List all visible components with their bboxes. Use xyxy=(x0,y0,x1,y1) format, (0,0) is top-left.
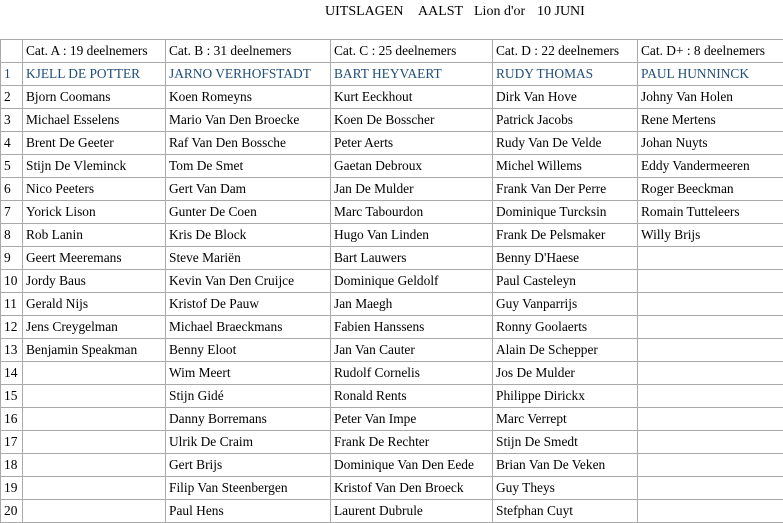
rider-name-cell xyxy=(638,500,783,523)
rider-name-cell: Ronny Goolaerts xyxy=(493,316,638,339)
rider-name-cell xyxy=(23,454,166,477)
rider-name-cell: Gaetan Debroux xyxy=(331,155,493,178)
rider-name-cell: Dominique Geldolf xyxy=(331,270,493,293)
table-row xyxy=(1,293,783,316)
rider-name-cell: Rudy Van De Velde xyxy=(493,132,638,155)
rank-cell: 19 xyxy=(1,477,23,500)
rider-name-cell: Wim Meert xyxy=(166,362,331,385)
rider-name-cell: Rudolf Cornelis xyxy=(331,362,493,385)
rank-cell: 9 xyxy=(1,247,23,270)
rider-name-cell: KJELL DE POTTER xyxy=(23,63,166,86)
rider-name-cell: Fabien Hanssens xyxy=(331,316,493,339)
rank-cell: 5 xyxy=(1,155,23,178)
rider-name-cell: Koen De Bosscher xyxy=(331,109,493,132)
category-header: Cat. B : 31 deelnemers xyxy=(166,40,331,63)
rider-name-cell: Gunter De Coen xyxy=(166,201,331,224)
rank-cell: 15 xyxy=(1,385,23,408)
rank-cell: 4 xyxy=(1,132,23,155)
table-row xyxy=(1,201,783,224)
rider-name-cell: RUDY THOMAS xyxy=(493,63,638,86)
rider-name-cell: Dominique Van Den Eede xyxy=(331,454,493,477)
rank-cell: 16 xyxy=(1,408,23,431)
rider-name-cell: Tom De Smet xyxy=(166,155,331,178)
rider-name-cell: Jos De Mulder xyxy=(493,362,638,385)
rank-header xyxy=(1,40,23,63)
rider-name-cell: Dominique Turcksin xyxy=(493,201,638,224)
rank-cell: 3 xyxy=(1,109,23,132)
results-title xyxy=(0,2,783,22)
rider-name-cell: Roger Beeckman xyxy=(638,178,783,201)
rider-name-cell: Gerald Nijs xyxy=(23,293,166,316)
table-row xyxy=(1,316,783,339)
rank-cell: 12 xyxy=(1,316,23,339)
rider-name-cell xyxy=(638,385,783,408)
rider-name-cell: BART HEYVAERT xyxy=(331,63,493,86)
rank-cell: 7 xyxy=(1,201,23,224)
table-row xyxy=(1,247,783,270)
rider-name-cell: Geert Meeremans xyxy=(23,247,166,270)
rider-name-cell: Koen Romeyns xyxy=(166,86,331,109)
rider-name-cell: Stefphan Cuyt xyxy=(493,500,638,523)
rank-cell: 20 xyxy=(1,500,23,523)
rider-name-cell: Jordy Baus xyxy=(23,270,166,293)
table-row xyxy=(1,132,783,155)
rider-name-cell: Jens Creygelman xyxy=(23,316,166,339)
category-header: Cat. A : 19 deelnemers xyxy=(23,40,166,63)
category-header: Cat. D+ : 8 deelnemers xyxy=(638,40,783,63)
rider-name-cell: Peter Aerts xyxy=(331,132,493,155)
rank-cell: 10 xyxy=(1,270,23,293)
rider-name-cell: Kris De Block xyxy=(166,224,331,247)
rider-name-cell: Benny Eloot xyxy=(166,339,331,362)
results-body xyxy=(1,63,783,523)
rider-name-cell xyxy=(23,385,166,408)
rider-name-cell: Eddy Vandermeeren xyxy=(638,155,783,178)
rider-name-cell xyxy=(638,339,783,362)
rider-name-cell: Kevin Van Den Cruijce xyxy=(166,270,331,293)
rider-name-cell: Paul Casteleyn xyxy=(493,270,638,293)
rider-name-cell: Stijn De Smedt xyxy=(493,431,638,454)
table-row xyxy=(1,109,783,132)
table-row xyxy=(1,270,783,293)
category-header: Cat. D : 22 deelnemers xyxy=(493,40,638,63)
rider-name-cell: Frank De Pelsmaker xyxy=(493,224,638,247)
results-table xyxy=(0,39,783,523)
rider-name-cell xyxy=(23,500,166,523)
rider-name-cell: Romain Tutteleers xyxy=(638,201,783,224)
rider-name-cell xyxy=(638,270,783,293)
title-part-uitslagen: UITSLAGEN xyxy=(325,2,404,22)
rider-name-cell: Michel Willems xyxy=(493,155,638,178)
rider-name-cell: Nico Peeters xyxy=(23,178,166,201)
rider-name-cell: Johan Nuyts xyxy=(638,132,783,155)
rider-name-cell: Frank Van Der Perre xyxy=(493,178,638,201)
rider-name-cell: Kurt Eeckhout xyxy=(331,86,493,109)
rider-name-cell: Steve Mariën xyxy=(166,247,331,270)
rider-name-cell xyxy=(23,362,166,385)
rider-name-cell: Jan Maegh xyxy=(331,293,493,316)
rider-name-cell: Ulrik De Craim xyxy=(166,431,331,454)
rider-name-cell xyxy=(638,316,783,339)
rider-name-cell xyxy=(23,477,166,500)
rank-cell: 17 xyxy=(1,431,23,454)
rider-name-cell: Danny Borremans xyxy=(166,408,331,431)
rider-name-cell: Raf Van Den Bossche xyxy=(166,132,331,155)
rider-name-cell: Rene Mertens xyxy=(638,109,783,132)
header-row xyxy=(1,40,783,63)
rider-name-cell: Mario Van Den Broecke xyxy=(166,109,331,132)
rider-name-cell: Marc Tabourdon xyxy=(331,201,493,224)
table-row xyxy=(1,224,783,247)
rider-name-cell: Bjorn Coomans xyxy=(23,86,166,109)
rider-name-cell: Bart Lauwers xyxy=(331,247,493,270)
rider-name-cell: Michael Braeckmans xyxy=(166,316,331,339)
rider-name-cell: Yorick Lison xyxy=(23,201,166,224)
rider-name-cell: Benny D'Haese xyxy=(493,247,638,270)
rider-name-cell: Johny Van Holen xyxy=(638,86,783,109)
rider-name-cell: Stijn Gidé xyxy=(166,385,331,408)
rider-name-cell xyxy=(638,431,783,454)
rider-name-cell xyxy=(638,454,783,477)
rider-name-cell xyxy=(23,431,166,454)
table-row xyxy=(1,477,783,500)
rank-cell: 8 xyxy=(1,224,23,247)
rider-name-cell: Frank De Rechter xyxy=(331,431,493,454)
rider-name-cell: Alain De Schepper xyxy=(493,339,638,362)
rider-name-cell: Michael Esselens xyxy=(23,109,166,132)
rider-name-cell: Benjamin Speakman xyxy=(23,339,166,362)
title-part-date: 10 JUNI xyxy=(537,2,585,22)
table-row xyxy=(1,362,783,385)
rank-cell: 18 xyxy=(1,454,23,477)
rank-cell: 2 xyxy=(1,86,23,109)
rider-name-cell xyxy=(638,477,783,500)
rider-name-cell xyxy=(638,293,783,316)
rider-name-cell: Philippe Dirickx xyxy=(493,385,638,408)
rider-name-cell: Gert Brijs xyxy=(166,454,331,477)
rider-name-cell: Stijn De Vleminck xyxy=(23,155,166,178)
rider-name-cell: Jan Van Cauter xyxy=(331,339,493,362)
rider-name-cell: Guy Theys xyxy=(493,477,638,500)
table-row xyxy=(1,454,783,477)
title-part-location: AALST xyxy=(418,2,463,22)
rider-name-cell xyxy=(638,362,783,385)
rider-name-cell: PAUL HUNNINCK xyxy=(638,63,783,86)
rider-name-cell: Kristof Van Den Broeck xyxy=(331,477,493,500)
rank-cell: 6 xyxy=(1,178,23,201)
rider-name-cell: Gert Van Dam xyxy=(166,178,331,201)
rider-name-cell: Marc Verrept xyxy=(493,408,638,431)
table-row xyxy=(1,178,783,201)
rider-name-cell: Ronald Rents xyxy=(331,385,493,408)
rank-cell: 11 xyxy=(1,293,23,316)
rider-name-cell: Brent De Geeter xyxy=(23,132,166,155)
rider-name-cell: Brian Van De Veken xyxy=(493,454,638,477)
rider-name-cell: Jan De Mulder xyxy=(331,178,493,201)
rider-name-cell: Patrick Jacobs xyxy=(493,109,638,132)
rider-name-cell: Paul Hens xyxy=(166,500,331,523)
table-row xyxy=(1,155,783,178)
rider-name-cell: JARNO VERHOFSTADT xyxy=(166,63,331,86)
rider-name-cell: Filip Van Steenbergen xyxy=(166,477,331,500)
rider-name-cell xyxy=(638,408,783,431)
table-row xyxy=(1,431,783,454)
rider-name-cell: Willy Brijs xyxy=(638,224,783,247)
table-row xyxy=(1,408,783,431)
rider-name-cell: Peter Van Impe xyxy=(331,408,493,431)
table-row xyxy=(1,385,783,408)
rider-name-cell: Kristof De Pauw xyxy=(166,293,331,316)
title-part-race: Lion d'or xyxy=(474,2,525,22)
category-header: Cat. C : 25 deelnemers xyxy=(331,40,493,63)
rider-name-cell: Guy Vanparrijs xyxy=(493,293,638,316)
table-row xyxy=(1,63,783,86)
rank-cell: 14 xyxy=(1,362,23,385)
table-row xyxy=(1,500,783,523)
rider-name-cell xyxy=(23,408,166,431)
rider-name-cell: Laurent Dubrule xyxy=(331,500,493,523)
rank-cell: 13 xyxy=(1,339,23,362)
table-row xyxy=(1,339,783,362)
rider-name-cell: Hugo Van Linden xyxy=(331,224,493,247)
rank-cell: 1 xyxy=(1,63,23,86)
rider-name-cell: Rob Lanin xyxy=(23,224,166,247)
rider-name-cell: Dirk Van Hove xyxy=(493,86,638,109)
rider-name-cell xyxy=(638,247,783,270)
table-row xyxy=(1,86,783,109)
